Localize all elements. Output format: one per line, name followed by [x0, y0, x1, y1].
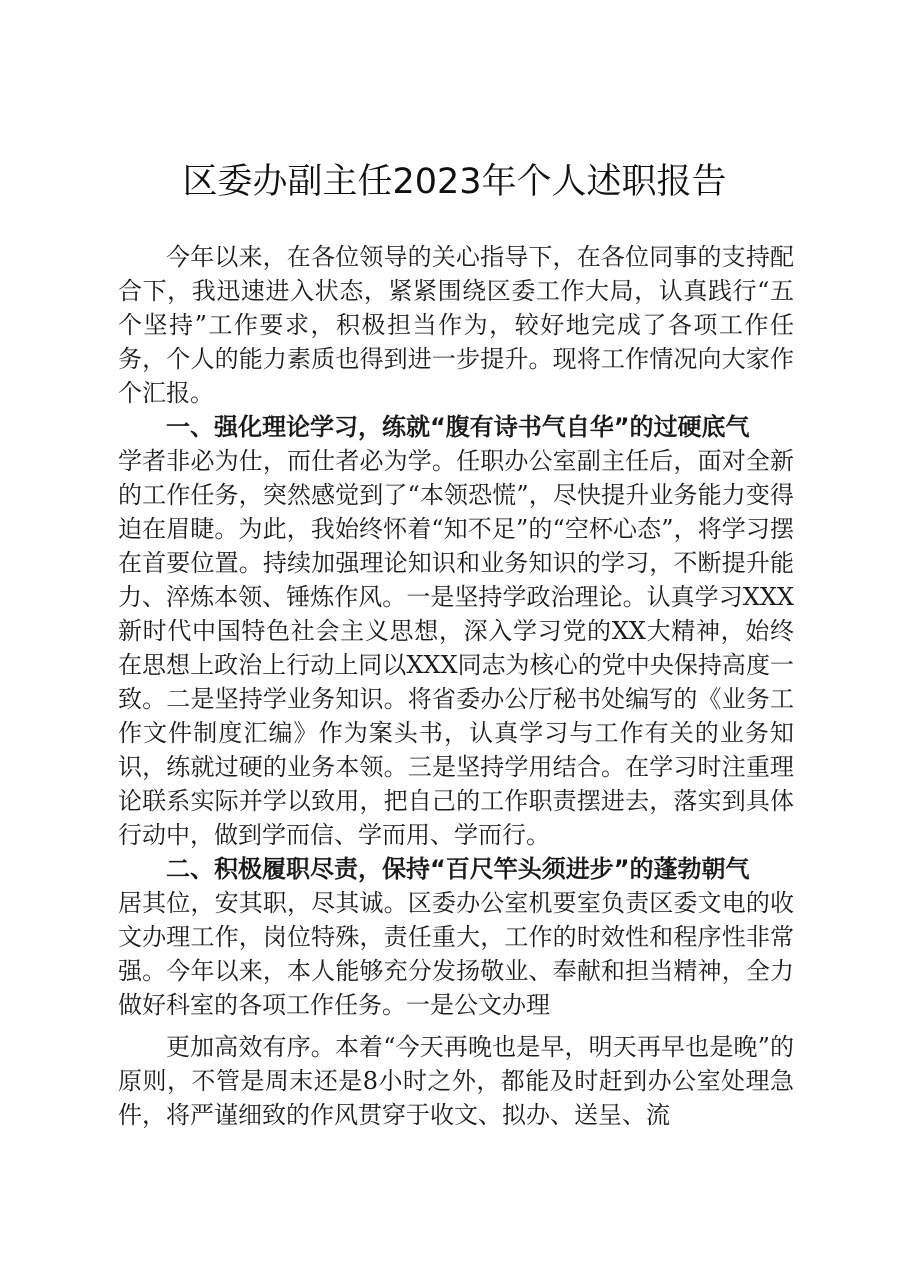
section-heading-1: 一、强化理论学习，练就“腹有诗书气自华”的过硬底气: [166, 413, 750, 441]
paragraph-section-2-continued: 更加高效有序。本着“今天再晚也是早，明天再早也是晚”的原则，不管是周末还是8小时之外，都能及时赶到办公室处理急件，将严谨细致的作风贯穿于收文、拟办、送呈、流: [118, 1033, 794, 1129]
paragraph-section-2: 居其位，安其职，尽其诚。区委办公室机要室负责区委文电的收文办理工作，岗位特殊，责任重大，工作的时效性和程序性非常强。今年以来，本人能够充分发扬敬业、奉献和担当精神，全力做好科室的各项工作任务。一是公文办理: [118, 889, 794, 1019]
paragraph-section-1: 学者非必为仕，而仕者必为学。任职办公室副主任后，面对全新的工作任务，突然感觉到了“本领恐慌”，尽快提升业务能力变得迫在眉睫。为此，我始终怀着“知不足”的“空杯心态”，将学习摆在首要位置。持续加强理论知识和业务知识的学习，不断提升能力、淬炼本领、锤炼作风。一是坚持学政治理论。认真学习XXX新时代中国特色社会主义思想，深入学习党的XX大精神，始终在思想上政治上行动上同以XXX同志为核心的党中央保持高度一致。二是坚持学业务知识。将省委办公厅秘书处编写的《业务工作文件制度汇编》作为案头书，认真学习与工作有关的业务知识，练就过硬的业务本领。三是坚持学用结合。在学习时注重理论联系实际并学以致用，把自己的工作职责摆进去，落实到具体行动中，做到学而信、学而用、学而行。: [118, 447, 794, 849]
paragraph-intro: 今年以来，在各位领导的关心指导下，在各位同事的支持配合下，我迅速进入状态，紧紧围绕区委工作大局，认真践行“五个坚持”工作要求，积极担当作为，较好地完成了各项工作任务，个人的能力素质也得到进一步提升。现将工作情况向大家作个汇报。: [118, 243, 794, 407]
section-heading-2: 二、积极履职尽责，保持“百尺竿头须进步”的蓬勃朝气: [166, 855, 750, 883]
document-title: 区委办副主任2023年个人述职报告: [182, 162, 727, 202]
document-body: [118, 240, 794, 1132]
